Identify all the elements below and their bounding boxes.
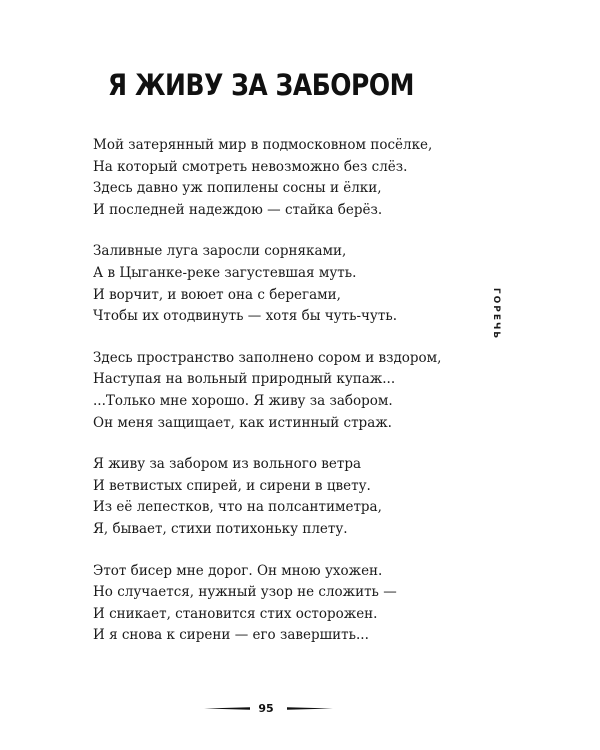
- poem-line: Из её лепестков, что на полсантиметра,: [93, 499, 382, 516]
- poem-line: А в Цыганке-реке загустевшая муть.: [93, 264, 357, 281]
- poem-line: Мой затерянный мир в подмосковном посёлке,: [93, 137, 433, 153]
- poem-line: И ветвистых спирей, и сирени в цвету.: [93, 477, 371, 494]
- stanza: [93, 454, 453, 540]
- poem-line: Этот бисер мне дорог. Он мною ухожен.: [93, 562, 383, 579]
- poem-line: И сникает, становится стих осторожен.: [93, 605, 378, 622]
- poem-line: Здесь давно уж попилены сосны и ёлки,: [93, 180, 382, 197]
- poem-line: Я, бывает, стихи потихоньку плету.: [93, 520, 348, 537]
- poem-line: Наступая на вольный природный купаж...: [93, 371, 396, 388]
- poem-body: [93, 135, 453, 667]
- stanza: [93, 135, 453, 221]
- stanza: [93, 348, 453, 434]
- stanza: [93, 241, 453, 327]
- poem-line: Заливные луга заросли сорняками,: [93, 243, 347, 260]
- poem-line: И ворчит, и воюет она с берегами,: [93, 286, 341, 303]
- section-side-label: ГОРЕЧЬ: [491, 287, 501, 341]
- poem-line: Здесь пространство заполнено сором и вздором,: [93, 349, 442, 366]
- poem-line: И последней надеждою — стайка берёз.: [93, 201, 383, 218]
- poem-line: Но случается, нужный узор не сложить —: [93, 584, 397, 601]
- poem-line: Он меня защищает, как истинный страж.: [93, 414, 392, 431]
- poem-title: Я ЖИВУ ЗА ЗАБОРОМ: [107, 68, 415, 102]
- footer-ornament-right-icon: [287, 707, 333, 710]
- poem-line: Чтобы их отодвинуть — хотя бы чуть-чуть.: [93, 308, 397, 325]
- poem-line: Я живу за забором из вольного ветра: [93, 456, 362, 473]
- footer-ornament-left-icon: [204, 707, 250, 710]
- page-number: 95: [258, 702, 274, 715]
- stanza: [93, 561, 453, 647]
- poem-line: На который смотреть невозможно без слёз.: [93, 158, 408, 175]
- poem-line: И я снова к сирени — его завершить...: [93, 627, 369, 644]
- page-footer: [0, 697, 522, 721]
- poem-line: ...Только мне хорошо. Я живу за забором.: [93, 392, 393, 409]
